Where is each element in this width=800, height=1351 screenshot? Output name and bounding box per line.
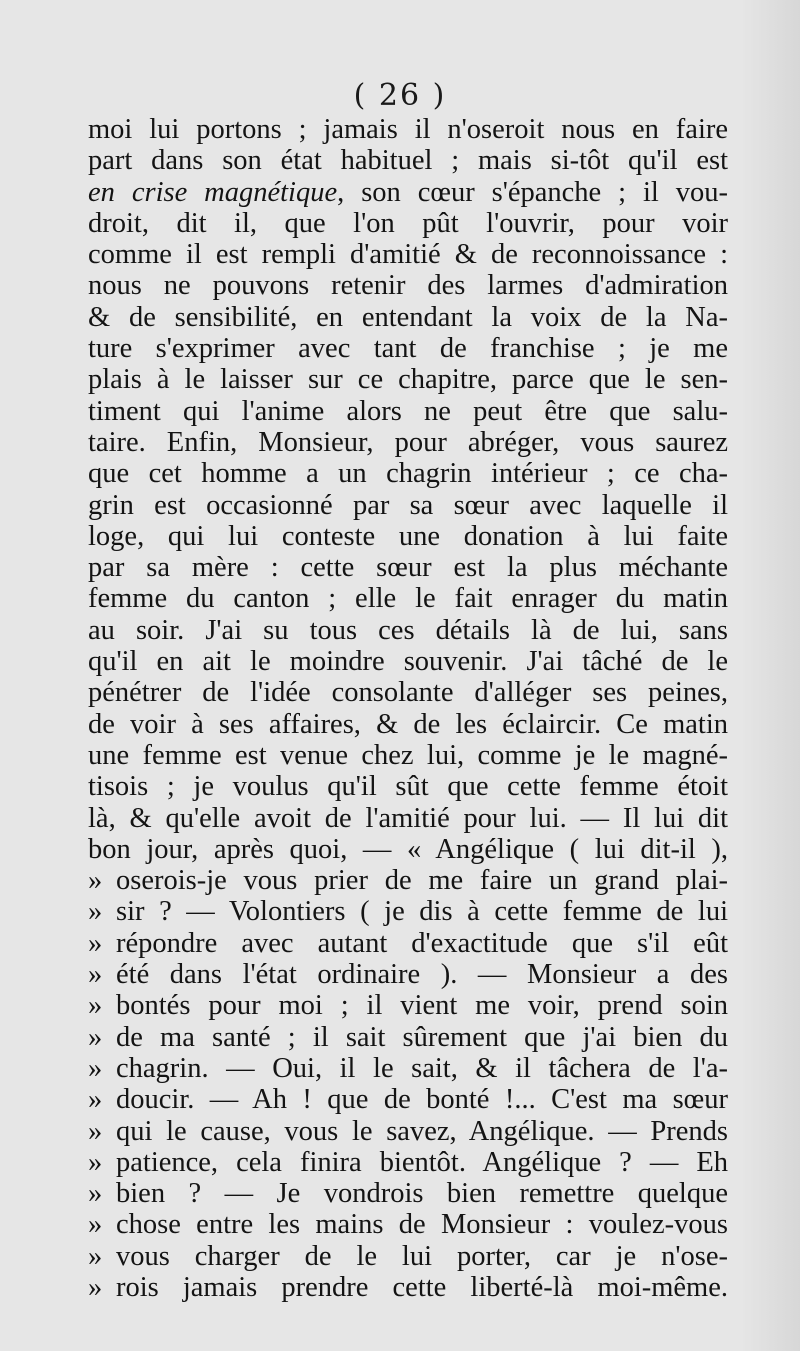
text-line: » bontés pour moi ; il vient me voir, prend soin	[88, 990, 728, 1022]
quote-mark: »	[88, 1052, 103, 1084]
text-line: que cet homme a un chagrin intérieur ; ce cha-	[88, 458, 728, 490]
text-line: » rois jamais prendre cette liberté-là moi-même.	[88, 1271, 728, 1303]
text-line: nous ne pouvons retenir des larmes d'admiration	[88, 270, 728, 302]
text-line: moi lui portons ; jamais il n'oseroit nous en faire	[88, 114, 728, 145]
italic-phrase: en crise magnétique	[88, 176, 338, 208]
text-line: femme du canton ; elle le fait enrager du matin	[88, 583, 728, 615]
text-line: grin est occasionné par sa sœur avec laquelle il	[88, 489, 728, 521]
text-line: loge, qui lui conteste une donation à lui faite	[88, 520, 728, 552]
quote-mark: »	[88, 927, 103, 959]
quote-mark: »	[88, 959, 103, 991]
text-line: qu'il en ait le moindre souvenir. J'ai tâché de le	[88, 646, 728, 678]
text-line: de voir à ses affaires, & de les éclaircir. Ce matin	[88, 708, 728, 740]
text-line: droit, dit il, que l'on pût l'ouvrir, pour voir	[88, 207, 728, 239]
text-line: » bien ? — Je vondrois bien remettre quelque	[88, 1178, 728, 1210]
text-line: comme il est rempli d'amitié & de reconnoissance :	[88, 239, 728, 271]
text-line: plais à le laisser sur ce chapitre, parce que le sen-	[88, 364, 728, 396]
page-number: ( 26 )	[353, 78, 447, 113]
quote-mark: »	[88, 1146, 103, 1178]
text-line: » qui le cause, vous le savez, Angélique. — Prends	[88, 1115, 728, 1147]
quote-mark: »	[88, 896, 103, 928]
page-edge-shadow	[740, 0, 800, 1351]
text-line: » de ma santé ; il sait sûrement que j'ai bien du	[88, 1021, 728, 1053]
quote-mark: »	[88, 1021, 103, 1053]
text-line: une femme est venue chez lui, comme je le magné-	[88, 739, 728, 771]
quote-mark: »	[88, 1115, 103, 1147]
text-line: & de sensibilité, en entendant la voix de la Na-	[88, 301, 728, 333]
text-line: timent qui l'anime alors ne peut être que salu-	[88, 395, 728, 427]
text-line: par sa mère : cette sœur est la plus méchante	[88, 552, 728, 584]
text-line: là, & qu'elle avoit de l'amitié pour lui. — Il lui dit	[88, 802, 728, 834]
text-line: » chagrin. — Oui, il le sait, & il tâchera de l'a-	[88, 1052, 728, 1084]
text-line: » oserois-je vous prier de me faire un grand plai-	[88, 865, 728, 897]
quote-mark: »	[88, 865, 103, 897]
text-line: » doucir. — Ah ! que de bonté !... C'est ma sœur	[88, 1084, 728, 1116]
text-line: » répondre avec autant d'exactitude que s'il eût	[88, 927, 728, 959]
text-line: bon jour, après quoi, — « Angélique ( lui dit-il ),	[88, 833, 728, 865]
quote-mark: »	[88, 1271, 103, 1303]
text-line: ture s'exprimer avec tant de franchise ; je me	[88, 333, 728, 365]
text-line: » vous charger de le lui porter, car je n'ose-	[88, 1240, 728, 1272]
text-line: part dans son état habituel ; mais si-tôt qu'il est	[88, 145, 728, 177]
text-line: » chose entre les mains de Monsieur : voulez-vous	[88, 1209, 728, 1241]
text-line: » sir ? — Volontiers ( je dis à cette femme de lui	[88, 896, 728, 928]
text-line: » patience, cela finira bientôt. Angélique ? — Eh	[88, 1146, 728, 1178]
text-line: » été dans l'état ordinaire ). — Monsieur a des	[88, 959, 728, 991]
text-line: tisois ; je voulus qu'il sût que cette femme étoit	[88, 771, 728, 803]
quote-mark: »	[88, 1209, 103, 1241]
quote-mark: »	[88, 1178, 103, 1210]
text-line: pénétrer de l'idée consolante d'alléger ses peines,	[88, 677, 728, 709]
text-line: taire. Enfin, Monsieur, pour abréger, vous saurez	[88, 426, 728, 458]
text-line: au soir. J'ai su tous ces détails là de lui, sans	[88, 614, 728, 646]
quote-mark: »	[88, 1084, 103, 1116]
body-text	[88, 114, 728, 1303]
text-line: en crise magnétique, son cœur s'épanche ; il vou-	[88, 176, 728, 208]
quote-mark: »	[88, 1240, 103, 1272]
quote-mark: »	[88, 990, 103, 1022]
